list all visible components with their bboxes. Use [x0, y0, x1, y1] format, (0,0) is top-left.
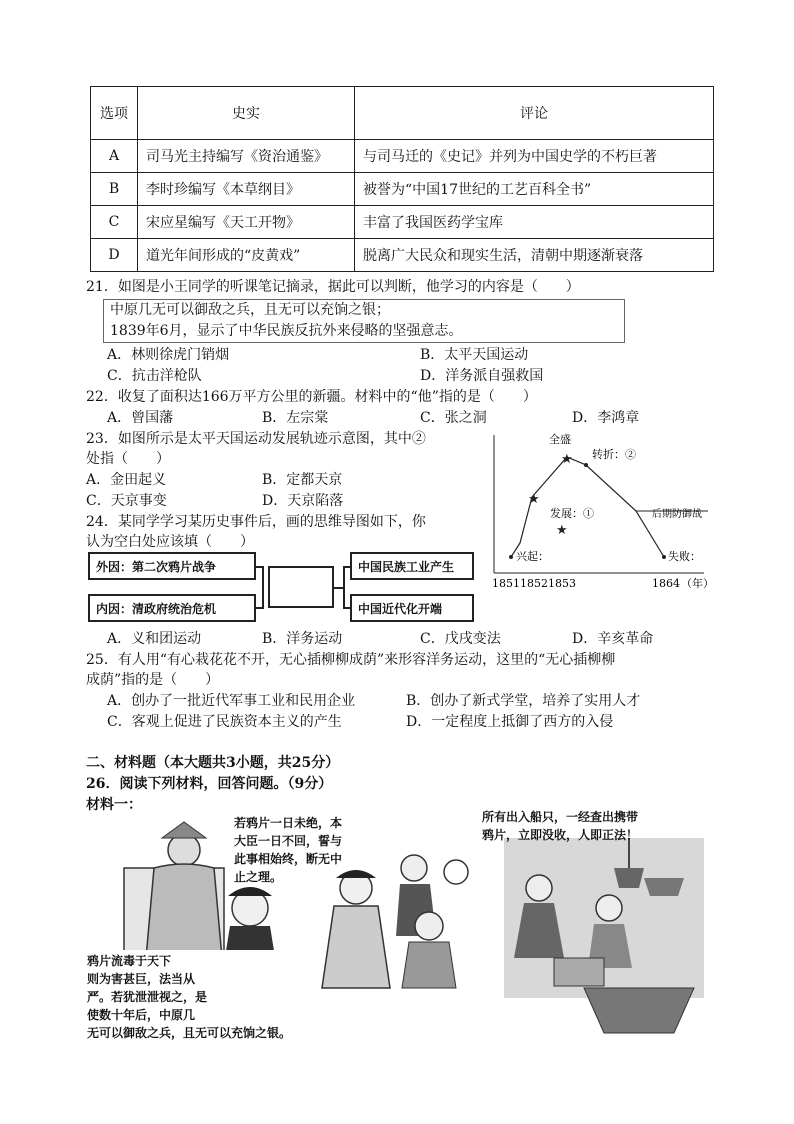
q25-option-c[interactable]: C．客观上促进了民族资本主义的产生: [107, 714, 342, 730]
material-label: 材料一：: [86, 797, 142, 813]
mindmap-result-modernization: 中国近代化开端: [350, 594, 474, 622]
label-rise: 兴起：: [516, 550, 549, 563]
q24-option-d[interactable]: D．辛亥革命: [572, 631, 654, 647]
q23-option-d[interactable]: D．天京陷落: [262, 493, 344, 509]
table-row: [91, 173, 714, 206]
tick-label: 1864: [652, 577, 680, 590]
bubble-line: 无可以御敌之兵，且无可以充饷之银。: [87, 1026, 292, 1040]
q21-stem: 21．如图是小王同学的听课笔记摘录，据此可以判断，他学习的内容是（ ）: [86, 279, 580, 295]
bubble-line: 若鸦片一日未绝，本: [234, 816, 343, 830]
tick-label: 1852: [520, 577, 548, 590]
label-peak: 全盛: [549, 433, 571, 446]
row-comment: 被誉为“中国17世纪的工艺百科全书”: [355, 173, 714, 206]
q25-option-b[interactable]: B．创办了新式学堂，培养了实用人才: [406, 693, 641, 709]
bubble-line: 止之理。: [234, 870, 283, 884]
header-option: 选项: [91, 87, 138, 140]
q24-option-c[interactable]: C．戊戌变法: [420, 631, 501, 647]
mindmap-internal-cause: 内因：清政府统治危机: [88, 594, 256, 622]
q21-note-line1: 中原几无可以御敌之兵，且无可以充饷之银；: [110, 302, 390, 318]
mindmap-blank-box: [268, 566, 334, 608]
q26-stem: 26．阅读下列材料，回答问题。（9分）: [86, 776, 333, 792]
q21-note-line2: 1839年6月，显示了中华民族反抗外来侵略的坚强意志。: [110, 323, 463, 339]
q25-stem-line1: 25．有人用“有心栽花花不开，无心插柳柳成荫”来形容洋务运动，这里的“无心插柳柳: [86, 652, 616, 668]
label-develop: 发展：①: [550, 507, 594, 520]
bubble-line: 所有出入船只，一经查出携带: [482, 810, 639, 824]
q21-option-b[interactable]: B．太平天国运动: [420, 347, 529, 363]
q22-option-d[interactable]: D．李鸿章: [572, 410, 640, 426]
header-fact: 史实: [138, 87, 355, 140]
bubble-line: 鸦片，立即没收，人即正法！: [482, 828, 639, 842]
q22-option-b[interactable]: B．左宗棠: [262, 410, 329, 426]
mindmap-result-industry: 中国民族工业产生: [350, 552, 474, 580]
q21-option-c[interactable]: C．抗击洋枪队: [107, 368, 202, 384]
opium-ban-cartoon: [84, 808, 714, 1040]
row-option: A: [91, 140, 138, 173]
q22-stem: 22．收复了面积达166万平方公里的新疆。材料中的“他”指的是（ ）: [86, 389, 537, 405]
q25-option-a[interactable]: A．创办了一批近代军事工业和民用企业: [107, 693, 356, 709]
history-facts-table: [90, 86, 714, 272]
q24-stem-line2: 认为空白处应该填（ ）: [86, 534, 254, 550]
point-turn: [584, 463, 588, 467]
star-icon: ★: [556, 523, 568, 538]
q23-option-b[interactable]: B．定都天京: [262, 472, 343, 488]
bubble-line: 使数十年后，中原几: [87, 1008, 196, 1022]
label-fail: 失败：: [668, 550, 701, 563]
axis-unit: （年）: [681, 577, 714, 590]
q23-option-a[interactable]: A．金田起义: [86, 472, 167, 488]
mindmap-external-cause: 外因：第二次鸦片战争: [88, 552, 256, 580]
star-icon: ★: [528, 492, 540, 507]
tick-label: 1851: [492, 577, 520, 590]
q23-option-c[interactable]: C．天京事变: [86, 493, 167, 509]
q21-option-d[interactable]: D．洋务派自强救国: [420, 368, 544, 384]
tick-label: 1853: [548, 577, 576, 590]
row-option: B: [91, 173, 138, 206]
row-fact: 李时珍编写《本草纲目》: [138, 173, 355, 206]
table-header-row: [91, 87, 714, 140]
q24-option-b[interactable]: B．洋务运动: [262, 631, 343, 647]
row-option: D: [91, 239, 138, 272]
q22-option-a[interactable]: A．曾国藩: [107, 410, 174, 426]
q22-option-c[interactable]: C．张之洞: [420, 410, 487, 426]
table-row: [91, 140, 714, 173]
speech-bubble-left: [84, 950, 294, 1044]
connector: [343, 566, 345, 609]
row-fact: 道光年间形成的“皮黄戏”: [138, 239, 355, 272]
speech-bubble-right: [482, 808, 638, 844]
taiping-trajectory-chart: [486, 425, 714, 595]
connector: [262, 566, 264, 609]
row-comment: 与司马迁的《史记》并列为中国史学的不朽巨著: [355, 140, 714, 173]
row-comment: 脱离广大民众和现实生活，清朝中期逐渐衰落: [355, 239, 714, 272]
q24-stem-line1: 24．某同学学习某历史事件后，画的思维导图如下，你: [86, 514, 426, 530]
label-turn: 转折：②: [592, 448, 636, 461]
bubble-line: 此事相始终，断无中: [234, 852, 343, 866]
row-fact: 司马光主持编写《资治通鉴》: [138, 140, 355, 173]
table-row: [91, 239, 714, 272]
bubble-line: 大臣一日不回，誓与: [234, 834, 343, 848]
q23-stem-line1: 23．如图所示是太平天国运动发展轨迹示意图，其中②: [86, 431, 426, 447]
q24-option-a[interactable]: A．义和团运动: [107, 631, 202, 647]
bubble-line: 鸦片流毒于天下: [87, 954, 172, 968]
row-option: C: [91, 206, 138, 239]
q25-option-d[interactable]: D．一定程度上抵御了西方的入侵: [406, 714, 614, 730]
q21-option-a[interactable]: A．林则徐虎门销烟: [107, 347, 230, 363]
bubble-line: 严。若犹泄泄视之，是: [87, 990, 208, 1004]
star-icon: ★: [561, 452, 573, 467]
q23-stem-line2: 处指（ ）: [86, 451, 170, 467]
table-row: [91, 206, 714, 239]
bubble-line: 则为害甚巨，法当从: [87, 972, 196, 986]
speech-bubble-center: [234, 814, 342, 886]
section-title: 二、材料题（本大题共3小题，共25分）: [86, 755, 340, 771]
header-comment: 评论: [355, 87, 714, 140]
label-late: 后期防御战: [652, 509, 702, 520]
point-rise: [509, 555, 513, 559]
row-fact: 宋应星编写《天工开物》: [138, 206, 355, 239]
q21-note-box: [103, 299, 625, 343]
q25-stem-line2: 成荫”指的是（ ）: [86, 672, 220, 688]
point-fail: [662, 555, 666, 559]
row-comment: 丰富了我国医药学宝库: [355, 206, 714, 239]
